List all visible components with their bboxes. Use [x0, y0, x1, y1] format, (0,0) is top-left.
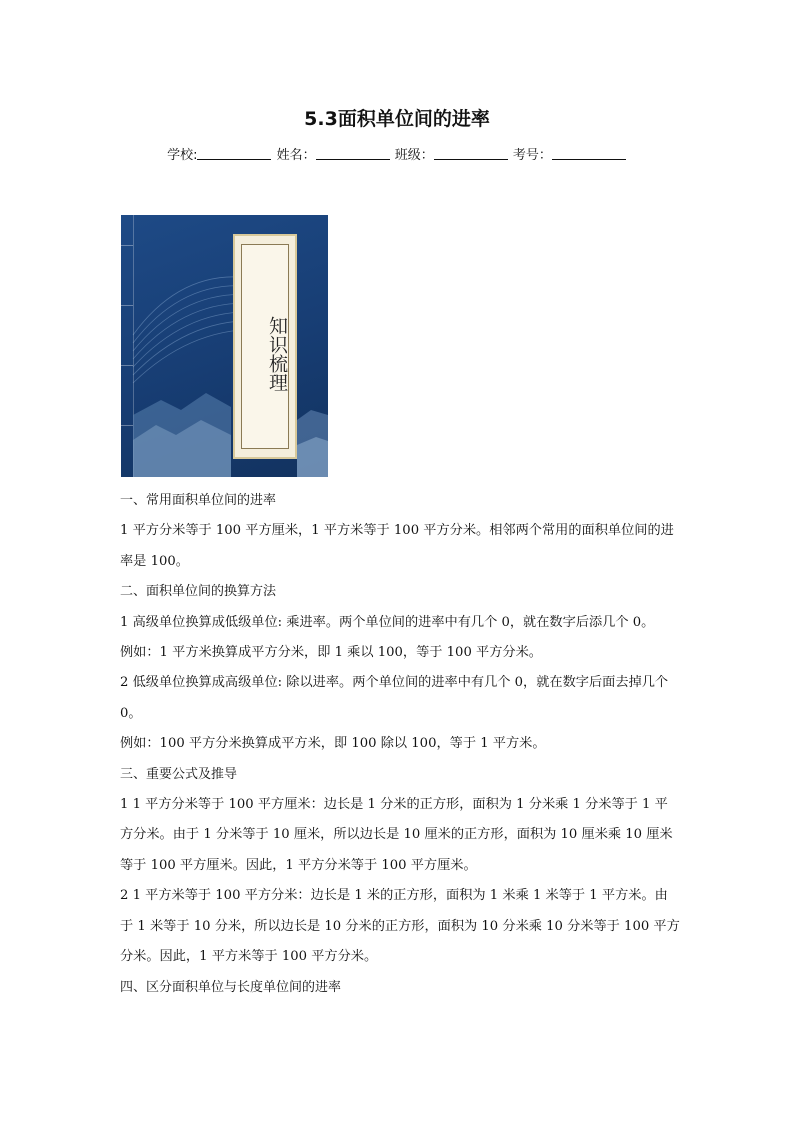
exam-no-label: 考号：	[512, 148, 552, 163]
class-label: 班级：	[394, 148, 434, 163]
document-title: 5.3面积单位间的进率	[304, 108, 490, 130]
body-paragraph: 2 1 平方米等于 100 平方分米：边长是 1 米的正方形，面积为 1 米乘 1 米等于 1 平方米。由于 1 米等于 10 分米，所以边长是 10 分米的正方形，面积为 10 分米乘 10 分米等于 100 平方分米。因此，1 平方米等于 100 平方分米。	[120, 888, 680, 965]
school-blank[interactable]	[197, 147, 271, 160]
body-paragraph: 1 平方分米等于 100 平方厘米，1 平方米等于 100 平方分米。相邻两个常用的面积单位间的进率是 100。	[120, 523, 674, 569]
cover-title-label	[233, 234, 297, 459]
cover-title-text: 知识梳理	[266, 316, 288, 392]
student-info-line	[0, 144, 794, 163]
class-blank[interactable]	[434, 147, 508, 160]
body-paragraph: 例如：100 平方分米换算成平方米，即 100 除以 100，等于 1 平方米。	[120, 736, 546, 752]
knowledge-cover-image	[121, 215, 328, 477]
section-heading: 三、重要公式及推导	[120, 766, 238, 782]
section-heading: 二、面积单位间的换算方法	[120, 584, 277, 600]
section-heading: 四、区分面积单位与长度单位间的进率	[120, 979, 342, 995]
name-label: 姓名：	[276, 148, 316, 163]
section-heading: 一、常用面积单位间的进率	[120, 493, 277, 508]
body-paragraph: 1 高级单位换算成低级单位: 乘进率。两个单位间的进率中有几个 0，就在数字后添几个 0。	[120, 614, 655, 630]
body-paragraph: 1 1 平方分米等于 100 平方厘米：边长是 1 分米的正方形，面积为 1 分米乘 1 分米等于 1 平方分米。由于 1 分米等于 10 厘米，所以边长是 10 厘米的正方形，面积为 10 厘米乘 10 厘米等于 100 平方厘米。因此，1 平方分米等于 100 平方厘米。	[120, 797, 673, 873]
school-label: 学校:	[167, 148, 198, 163]
exam-no-blank[interactable]	[552, 147, 626, 160]
document-body	[120, 486, 680, 1003]
name-blank[interactable]	[316, 147, 390, 160]
body-paragraph: 2 低级单位换算成高级单位: 除以进率。两个单位间的进率中有几个 0，就在数字后面去掉几个 0。	[120, 675, 669, 721]
cover-title-frame	[241, 244, 289, 449]
body-paragraph: 例如：1 平方米换算成平方分米，即 1 乘以 100，等于 100 平方分米。	[120, 645, 542, 661]
